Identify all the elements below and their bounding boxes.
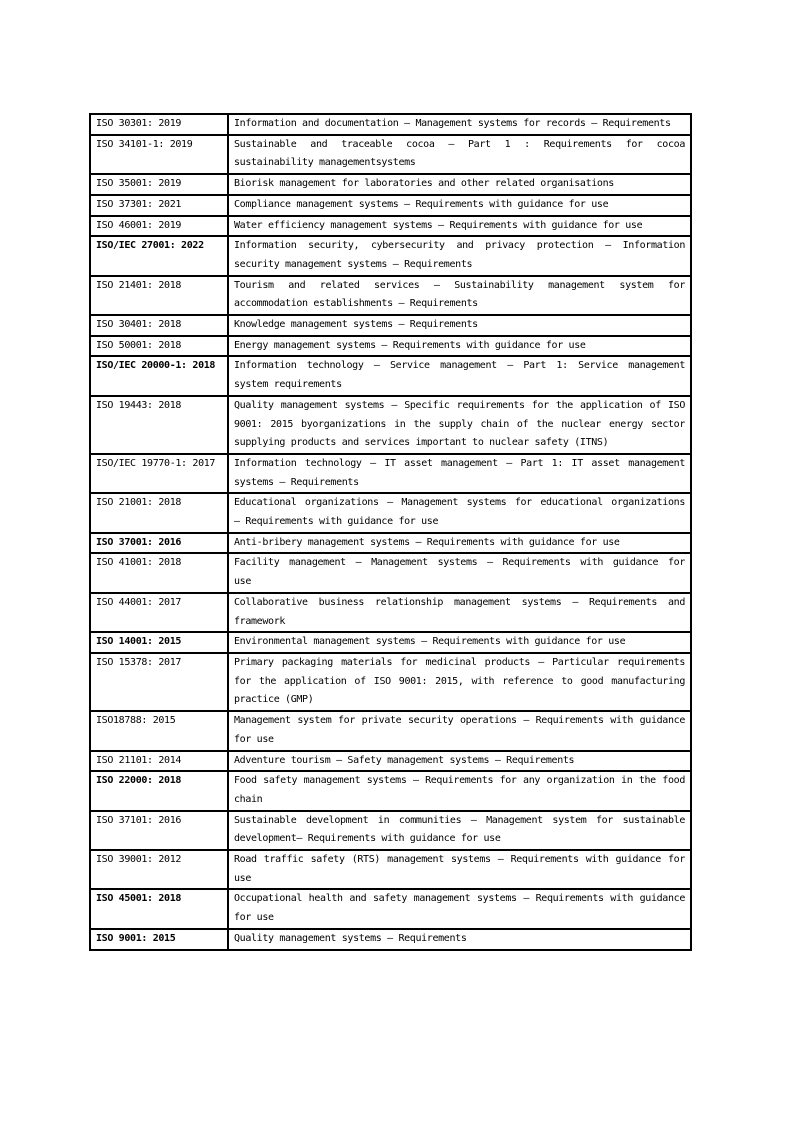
standard-description-cell: Road traffic safety (RTS) management systems — Requirements with guidance for use bbox=[228, 850, 691, 889]
standard-id-cell: ISO 41001: 2018 bbox=[90, 553, 228, 592]
table-row bbox=[90, 653, 691, 711]
standard-description-cell: Quality management systems — Requirements bbox=[228, 929, 691, 950]
standard-id-cell: ISO 14001: 2015 bbox=[90, 632, 228, 653]
standard-id-cell: ISO 37301: 2021 bbox=[90, 195, 228, 216]
standard-id-cell: ISO 50001: 2018 bbox=[90, 336, 228, 357]
standard-id-cell: ISO 15378: 2017 bbox=[90, 653, 228, 711]
standard-description-cell: Water efficiency management systems — Requirements with guidance for use bbox=[228, 216, 691, 237]
standard-id-cell: ISO 30301: 2019 bbox=[90, 114, 228, 135]
table-row bbox=[90, 553, 691, 592]
table-row bbox=[90, 236, 691, 275]
table-row bbox=[90, 493, 691, 532]
table-row bbox=[90, 533, 691, 554]
table-row bbox=[90, 276, 691, 315]
table-row bbox=[90, 593, 691, 632]
standard-description-cell: Information technology — IT asset management — Part 1: IT asset management systems — Requirements bbox=[228, 454, 691, 493]
standard-description-cell: Quality management systems — Specific requirements for the application of ISO 9001: 2015 byorganizations in the supply chain of the nuclear energy sector supplying products and services important to nuclear safety (ITNS) bbox=[228, 396, 691, 454]
standard-description-cell: Collaborative business relationship management systems — Requirements and framework bbox=[228, 593, 691, 632]
table-row bbox=[90, 216, 691, 237]
standard-id-cell: ISO 39001: 2012 bbox=[90, 850, 228, 889]
standard-id-cell: ISO 30401: 2018 bbox=[90, 315, 228, 336]
standard-id-cell: ISO 21001: 2018 bbox=[90, 493, 228, 532]
table-row bbox=[90, 751, 691, 772]
table-row bbox=[90, 929, 691, 950]
standard-description-cell: Information and documentation — Management systems for records — Requirements bbox=[228, 114, 691, 135]
standard-id-cell: ISO 34101-1: 2019 bbox=[90, 135, 228, 174]
table-row bbox=[90, 632, 691, 653]
table-row bbox=[90, 336, 691, 357]
standard-description-cell: Educational organizations — Management systems for educational organizations — Requirements with guidance for use bbox=[228, 493, 691, 532]
standard-description-cell: Information technology — Service management — Part 1: Service management system requirements bbox=[228, 356, 691, 395]
standard-description-cell: Knowledge management systems — Requirements bbox=[228, 315, 691, 336]
standard-description-cell: Compliance management systems — Requirements with guidance for use bbox=[228, 195, 691, 216]
standard-id-cell: ISO 19443: 2018 bbox=[90, 396, 228, 454]
table-row bbox=[90, 356, 691, 395]
table-row bbox=[90, 889, 691, 928]
standard-description-cell: Environmental management systems — Requirements with guidance for use bbox=[228, 632, 691, 653]
table-row bbox=[90, 114, 691, 135]
table-row bbox=[90, 396, 691, 454]
standard-id-cell: ISO 46001: 2019 bbox=[90, 216, 228, 237]
table-body bbox=[90, 114, 691, 950]
standard-description-cell: Energy management systems — Requirements with guidance for use bbox=[228, 336, 691, 357]
standard-id-cell: ISO 44001: 2017 bbox=[90, 593, 228, 632]
standard-id-cell: ISO 37101: 2016 bbox=[90, 811, 228, 850]
standard-description-cell: Tourism and related services — Sustainability management system for accommodation establishments — Requirements bbox=[228, 276, 691, 315]
table-row bbox=[90, 850, 691, 889]
standard-id-cell: ISO/IEC 19770-1: 2017 bbox=[90, 454, 228, 493]
standard-id-cell: ISO 22000: 2018 bbox=[90, 771, 228, 810]
standard-id-cell: ISO 35001: 2019 bbox=[90, 174, 228, 195]
standard-id-cell: ISO 9001: 2015 bbox=[90, 929, 228, 950]
standard-description-cell: Information security, cybersecurity and privacy protection — Information security management systems — Requirements bbox=[228, 236, 691, 275]
table-row bbox=[90, 711, 691, 750]
standard-id-cell: ISO 21101: 2014 bbox=[90, 751, 228, 772]
table-row bbox=[90, 811, 691, 850]
standard-id-cell: ISO 37001: 2016 bbox=[90, 533, 228, 554]
standard-id-cell: ISO 21401: 2018 bbox=[90, 276, 228, 315]
standard-description-cell: Biorisk management for laboratories and other related organisations bbox=[228, 174, 691, 195]
standard-id-cell: ISO/IEC 20000-1: 2018 bbox=[90, 356, 228, 395]
standard-description-cell: Sustainable and traceable cocoa — Part 1 : Requirements for cocoa sustainability managementsystems bbox=[228, 135, 691, 174]
table-row bbox=[90, 195, 691, 216]
standard-description-cell: Primary packaging materials for medicinal products — Particular requirements for the application of ISO 9001: 2015, with reference to good manufacturing practice (GMP) bbox=[228, 653, 691, 711]
table-row bbox=[90, 315, 691, 336]
standard-description-cell: Management system for private security operations — Requirements with guidance for use bbox=[228, 711, 691, 750]
standard-id-cell: ISO18788: 2015 bbox=[90, 711, 228, 750]
table-row bbox=[90, 135, 691, 174]
table-row bbox=[90, 771, 691, 810]
standard-description-cell: Anti-bribery management systems — Requirements with guidance for use bbox=[228, 533, 691, 554]
standard-description-cell: Occupational health and safety management systems — Requirements with guidance for use bbox=[228, 889, 691, 928]
standard-description-cell: Sustainable development in communities — Management system for sustainable development— Requirements with guidance for use bbox=[228, 811, 691, 850]
standard-description-cell: Food safety management systems — Requirements for any organization in the food chain bbox=[228, 771, 691, 810]
standard-id-cell: ISO/IEC 27001: 2022 bbox=[90, 236, 228, 275]
table-row bbox=[90, 454, 691, 493]
table-row bbox=[90, 174, 691, 195]
standard-description-cell: Facility management — Management systems — Requirements with guidance for use bbox=[228, 553, 691, 592]
iso-standards-table bbox=[89, 113, 692, 951]
standard-description-cell: Adventure tourism — Safety management systems — Requirements bbox=[228, 751, 691, 772]
standard-id-cell: ISO 45001: 2018 bbox=[90, 889, 228, 928]
